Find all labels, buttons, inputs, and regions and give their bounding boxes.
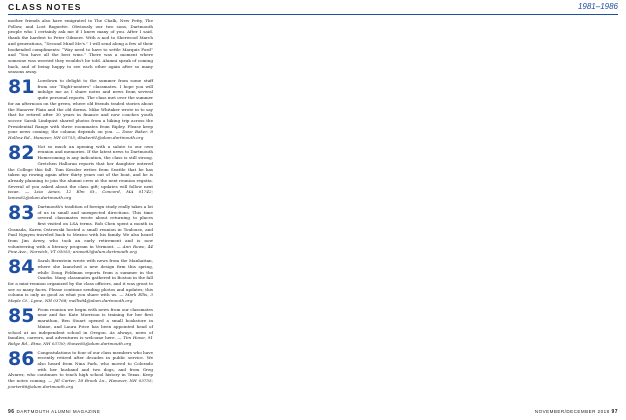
class-note-body: Not so much an opening with a salute to our own reunion and memories. If the latest news to Dartmouth Homecoming is any indication, the class is still strong. Gretchen Halloran reports that her daughter entered the College this fall. Tom Kessler writes from Seattle that he has taken up rowing again after thirty years out of the boat, and he is already planning to join the alumni crew at the next reunion regatta. Several of you asked about the class gift; updates will follow next issue. bbox=[8, 143, 153, 195]
footer-right bbox=[535, 409, 618, 415]
class-year-number: 82 bbox=[8, 141, 35, 164]
footer-left bbox=[8, 409, 100, 415]
class-note-81 bbox=[8, 78, 153, 141]
class-note-86 bbox=[8, 347, 153, 390]
page-footer bbox=[8, 407, 618, 417]
class-note-body: Dartmouth's tradition of foreign study really takes a lot of us in small and unexpected directions. This time several classmates wrote about returning to places first visited on LSA terms. Rob Chen spent a month in Granada, Karen Ostrowski hosted a small reunion in Toulouse, and Paul Nguyen traveled back to Mexico with his family. We also heard from Jim Avery, who took an early retirement and is now volunteering with a literacy program in Vermont. bbox=[8, 203, 153, 249]
section-title: CLASS NOTES bbox=[8, 2, 82, 12]
class-secretary-contact: — Dave Baker, 8 Hollow Rd., Hanover, NH 03755; dbaker81@alum.dartmouth.org bbox=[8, 129, 153, 141]
class-year-number: 84 bbox=[8, 256, 35, 279]
class-note-body: Lowdown to delight to the summer from some stuff from our “Eight-neaters” classmates. I hope you will indulge me as I share notes and news from several quite personal reports. The class met over the summer for an afternoon on the green, where old friends traded stories about the Hanover Plain and the old dorms. Mike Whitaker wrote in to say that he retired after 30 years in finance and now coaches youth soccer. Sarah Lindquist shared photos from a hiking trip across the Presidential Range with three roommates from Ripley. Please keep your news coming; the column depends on you. bbox=[8, 78, 153, 135]
class-secretary-contact: — Tim Howe, 91 Ridge Rd., Etna, NH 03750; thowe85@alum.dartmouth.org bbox=[8, 335, 153, 346]
class-year-number: 86 bbox=[8, 347, 35, 370]
lead-in-text: mother friends also have emigrated to The Chalk, New Petty, The Follow, and Lost Baguette. Obviously our two sons, Dartmouth people who I certainly ask me if I knew many of you. After I said, thank the hardest to Peter Gilmore. With a nod to Sherwood March and generations, “Second Mind Me's.” I will send along a few of their bookended compliments: “Way need to have to settle Marquis Ford” and “You have all the best wins.” There was a moment where someone was worried they wouldn't be told. Alumni speak of coming back, and of being happy to see each other again after so many seasons away. bbox=[8, 18, 153, 75]
class-year-number: 85 bbox=[8, 304, 35, 327]
class-year-number: 81 bbox=[8, 76, 35, 99]
issue-date: NOVEMBER/DECEMBER 2018 bbox=[534, 409, 610, 414]
class-notes-columns bbox=[8, 18, 618, 404]
page-header bbox=[8, 0, 618, 15]
class-secretary-contact: — Lisa Ames, 12 Elm St., Concord, MA 01742; lames82@alum.dartmouth.org bbox=[8, 189, 153, 201]
class-note-85 bbox=[8, 304, 153, 347]
class-note-84 bbox=[8, 258, 153, 304]
class-note-body: Congratulations to four of our class members who have recently retired after decades in public service. We also heard from Nina Park, who moved to Colorado with her husband and two dogs, and from Greg Alvarez, who continues to teach high school history in Texas. Keep the notes coming. bbox=[8, 349, 153, 384]
left-page-number: 96 bbox=[8, 409, 17, 415]
class-note-body: From reunion we begin with news from our classmates near and far. Kate Morrison is training for her first marathon, Ben Stuart opened a small bookstore in Maine, and Laura Price has been appointed head of school at an independent school in Oregon. As always, news of families, careers, and adventures is welcome here. bbox=[8, 306, 153, 341]
class-secretary-contact: — Ann Rowe, 44 Pine Ave., Norwich, VT 05055; arowe83@alum.dartmouth.org bbox=[8, 243, 153, 255]
class-secretary-contact: — Jill Carter, 18 Brook Ln., Hanover, NH 03755; jcarter86@alum.dartmouth.org bbox=[8, 378, 153, 389]
publication-name: DARTMOUTH ALUMNI MAGAZINE bbox=[16, 409, 101, 414]
class-note-82 bbox=[8, 141, 153, 201]
class-years-range: 1981–1986 bbox=[577, 2, 618, 11]
class-year-number: 83 bbox=[8, 201, 35, 224]
class-note-83 bbox=[8, 201, 153, 255]
class-secretary-contact: — Mark Ellis, 3 Maple Ct., Lyme, NH 03768; mellis84@alum.dartmouth.org bbox=[8, 292, 153, 304]
right-page-number: 97 bbox=[611, 409, 618, 415]
class-note-body: Sarah Bernstein wrote with news from the Manhattan, where she launched a new design firm this spring, while Doug Feldman reports from a summer in the Ozarks. Many classmates gathered in Boston in the fall for a mini-reunion organized by the class officers, and it was great to see so many faces. Please continue sending photos and updates; this column is only as good as what you share with us. bbox=[8, 258, 153, 298]
